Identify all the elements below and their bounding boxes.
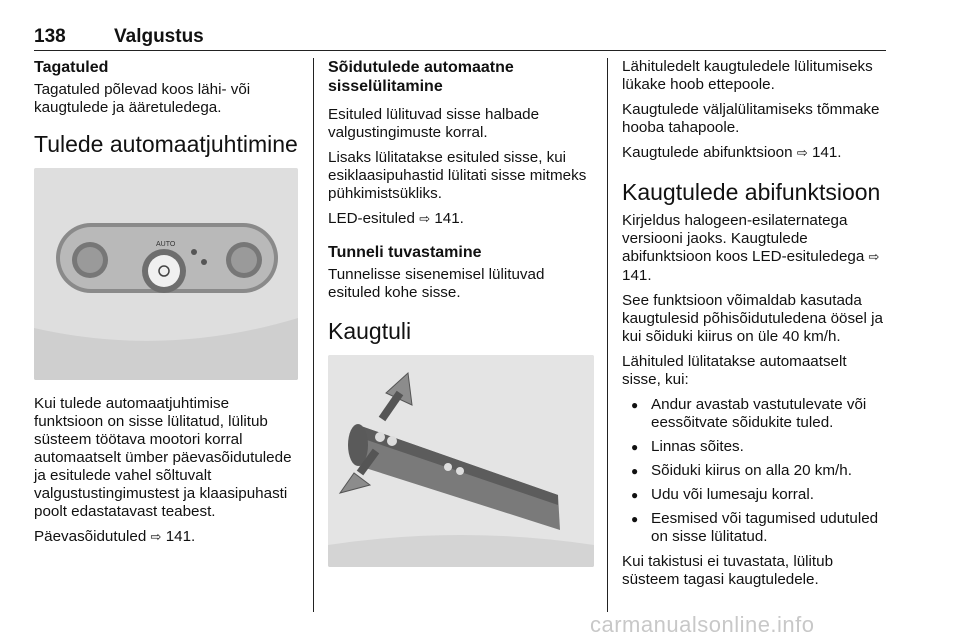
heading-tunnel: Tunneli tuvastamine [328,244,482,261]
paragraph: Kui takistusi ei tuvastata, lülitub süsteem tagasi kaugtuledele. [622,553,834,588]
column-3 [622,58,888,596]
list-item: ● Eesmised või tagumised udutuled on sisse lülitatud. [622,510,888,546]
paragraph: See funktsioon võimaldab kasutada kaugtulesid põhisõidutuledena öösel ja kui sõiduki kiirus on üle 40 km/h. [622,292,883,345]
paragraph: Kui tulede automaatjuhtimise funktsioon on sisse lülitatud, lülitub süsteem töötava mootori korral automaatselt ümber päevasõidutulede ja esitulede vahel sõltuvalt valgustustingimustest ja klaasipuhasti poolt edastatavast teabest. [34,395,292,520]
lever-illustration [328,355,594,567]
column-1 [34,58,300,554]
paragraph: Lisaks lülitatakse esituled sisse, kui esiklaasipuhastid lülitati sisse mitmeks pühkimistsükliks. [328,149,587,202]
paragraph: Esituled lülituvad sisse halbade valgustingimuste korral. [328,106,540,141]
paragraph-ref: Kirjeldus halogeen-esilaternatega versiooni jaoks. Kaugtulede abifunktsioon koos LED-esituledega ⇨ 141. [622,212,880,284]
heading-high-beam: Kaugtuli [328,318,412,344]
column-divider [607,58,608,612]
heading-auto-lights: Tulede automaatjuhtimine [34,131,298,157]
paragraph: Lähituled lülitatakse automaatselt sisse, kui: [622,353,847,388]
light-switch-figure [34,168,298,380]
list-item: ● Sõiduki kiirus on alla 20 km/h. [622,462,888,480]
page-number: 138 [34,26,66,47]
reference-arrow-icon: ⇨ [868,250,880,265]
reference-arrow-icon: ⇨ [796,146,808,161]
conditions-list [622,396,888,546]
heading-high-beam-assist: Kaugtulede abifunktsioon [622,179,881,205]
auto-label: AUTO [156,241,176,248]
paragraph-ref: Kaugtulede abifunktsioon ⇨ 141. [622,144,842,161]
paragraph: Kaugtulede väljalülitamiseks tõmmake hooba tahapoole. [622,101,880,136]
list-item: ● Andur avastab vastutulevate või eessõitvate sõidukite tuled. [622,396,888,432]
paragraph-ref: LED-esituled ⇨ 141. [328,210,464,227]
list-item: ● Udu või lumesaju korral. [622,486,888,504]
heading-auto-on: Sõidutulede automaatne sisselülitamine [328,59,514,95]
column-divider [313,58,314,612]
reference-arrow-icon: ⇨ [419,212,431,227]
high-beam-lever-figure [328,355,594,567]
list-item: ● Linnas sõites. [622,438,888,456]
column-2 [328,58,596,567]
watermark: carmanualsonline.info [590,612,815,637]
paragraph: Lähituledelt kaugtuledele lülitumiseks lükake hoob ettepoole. [622,58,873,93]
paragraph-ref: Päevasõidutuled ⇨ 141. [34,528,196,545]
page-header [34,26,886,51]
reference-arrow-icon: ⇨ [150,530,162,545]
paragraph: Tunnelisse sisenemisel lülituvad esituled kohe sisse. [328,266,545,301]
heading-tagatuled: Tagatuled [34,59,109,76]
paragraph: Tagatuled põlevad koos lähi- või kaugtulede ja ääretuledega. [34,81,251,116]
light-switch-illustration [34,168,298,380]
chapter-title: Valgustus [114,26,204,47]
